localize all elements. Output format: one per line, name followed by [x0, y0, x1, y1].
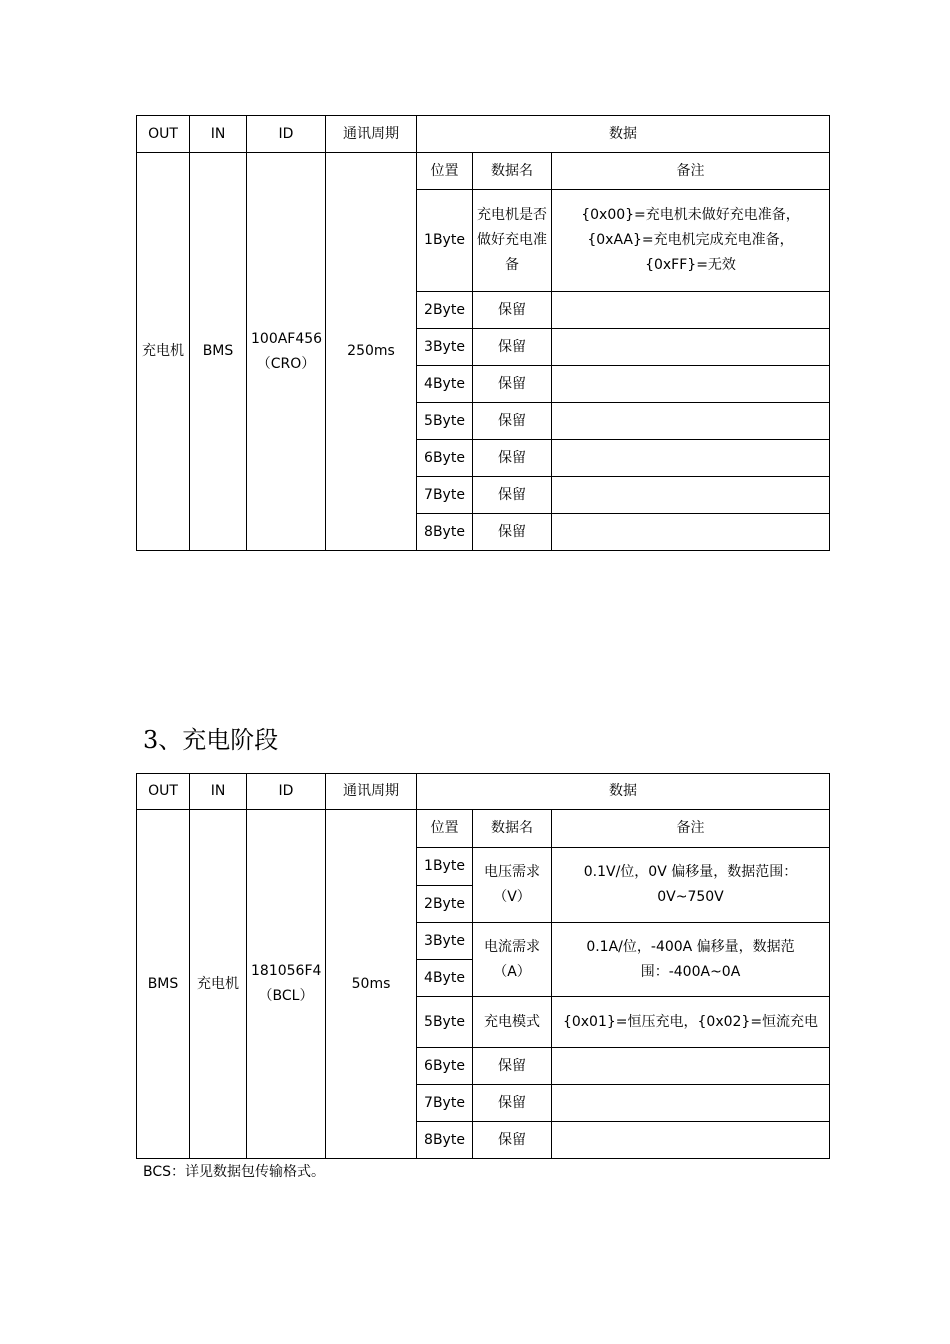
row-note: 0.1V/位，0V 偏移量，数据范围：0V~750V	[552, 848, 830, 923]
row-data-name: 电流需求（A）	[473, 923, 552, 997]
row-note	[552, 440, 830, 477]
row-note	[552, 366, 830, 403]
row-position: 1Byte	[417, 848, 473, 886]
cell-id: 100AF456（CRO）	[247, 153, 326, 551]
cell-period: 50ms	[326, 810, 417, 1159]
row-data-name: 充电模式	[473, 997, 552, 1048]
row-note	[552, 292, 830, 329]
header-data: 数据	[417, 116, 830, 153]
row-position: 3Byte	[417, 329, 473, 366]
cell-period: 250ms	[326, 153, 417, 551]
subheader-data-name: 数据名	[473, 153, 552, 190]
row-position: 4Byte	[417, 366, 473, 403]
row-position: 7Byte	[417, 1085, 473, 1122]
row-position: 2Byte	[417, 292, 473, 329]
row-data-name: 保留	[473, 1085, 552, 1122]
row-note	[552, 1122, 830, 1159]
header-out: OUT	[137, 774, 190, 810]
row-position: 1Byte	[417, 190, 473, 292]
header-id: ID	[247, 116, 326, 153]
subheader-note: 备注	[552, 153, 830, 190]
row-position: 6Byte	[417, 1048, 473, 1085]
cell-id: 181056F4（BCL）	[247, 810, 326, 1159]
note-line: {0xAA}=充电机完成充电准备，	[587, 232, 794, 248]
header-out: OUT	[137, 116, 190, 153]
row-note	[552, 1048, 830, 1085]
row-data-name: 保留	[473, 366, 552, 403]
row-note	[552, 514, 830, 551]
row-data-name: 保留	[473, 292, 552, 329]
row-data-name: 充电机是否做好充电准备	[473, 190, 552, 292]
row-position: 6Byte	[417, 440, 473, 477]
header-id: ID	[247, 774, 326, 810]
row-note	[552, 403, 830, 440]
row-position: 7Byte	[417, 477, 473, 514]
header-period: 通讯周期	[326, 116, 417, 153]
row-note	[552, 190, 830, 292]
row-position: 4Byte	[417, 960, 473, 997]
header-in: IN	[190, 116, 247, 153]
section-heading: 3、充电阶段	[143, 726, 279, 754]
row-data-name: 保留	[473, 440, 552, 477]
row-data-name: 保留	[473, 1122, 552, 1159]
header-in: IN	[190, 774, 247, 810]
header-data: 数据	[417, 774, 830, 810]
row-note: {0x01}=恒压充电，{0x02}=恒流充电	[552, 997, 830, 1048]
row-data-name: 保留	[473, 514, 552, 551]
cell-in: 充电机	[190, 810, 247, 1159]
subheader-position: 位置	[417, 810, 473, 848]
row-position: 2Byte	[417, 886, 473, 923]
cro-message-table	[136, 115, 830, 551]
row-data-name: 保留	[473, 329, 552, 366]
bcl-message-table	[136, 773, 830, 1159]
row-position: 5Byte	[417, 403, 473, 440]
footnote: BCS：详见数据包传输格式。	[143, 1164, 326, 1180]
row-note	[552, 1085, 830, 1122]
row-data-name: 保留	[473, 403, 552, 440]
header-period: 通讯周期	[326, 774, 417, 810]
row-note	[552, 329, 830, 366]
subheader-note: 备注	[552, 810, 830, 848]
note-line: {0xFF}=无效	[645, 257, 736, 273]
row-note	[552, 477, 830, 514]
row-data-name: 保留	[473, 1048, 552, 1085]
row-position: 3Byte	[417, 923, 473, 960]
cell-in: BMS	[190, 153, 247, 551]
row-data-name: 电压需求（V）	[473, 848, 552, 923]
row-position: 5Byte	[417, 997, 473, 1048]
row-position: 8Byte	[417, 1122, 473, 1159]
note-line: {0x00}=充电机未做好充电准备，	[581, 207, 800, 223]
row-data-name: 保留	[473, 477, 552, 514]
subheader-data-name: 数据名	[473, 810, 552, 848]
row-note: 0.1A/位，-400A 偏移量，数据范围：-400A~0A	[552, 923, 830, 997]
cell-out: 充电机	[137, 153, 190, 551]
subheader-position: 位置	[417, 153, 473, 190]
cell-out: BMS	[137, 810, 190, 1159]
row-position: 8Byte	[417, 514, 473, 551]
